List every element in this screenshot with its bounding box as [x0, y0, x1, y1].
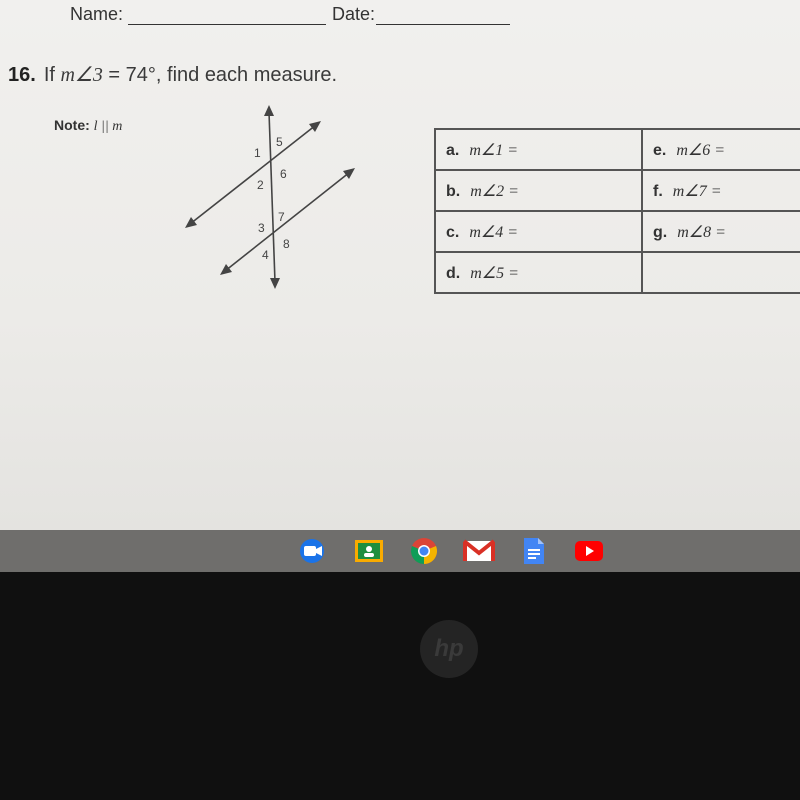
answer-letter: a.	[446, 141, 460, 159]
chrome-icon[interactable]	[406, 537, 442, 565]
angle-label-8: 8	[283, 237, 290, 251]
table-row	[435, 129, 800, 170]
answer-measure: m∠1 =	[469, 141, 519, 159]
note	[54, 117, 122, 135]
name-label: Name:	[70, 4, 124, 24]
answer-letter: f.	[653, 182, 663, 200]
line-l	[190, 125, 316, 224]
arrowhead-l-left	[185, 217, 197, 228]
gmail-icon[interactable]	[461, 537, 497, 565]
problem-text-before: If	[43, 64, 61, 86]
problem-number: 16.	[8, 64, 36, 86]
hp-logo: hp	[420, 620, 478, 678]
arrowhead-transversal-top	[264, 105, 274, 116]
angle-label-2: 2	[257, 178, 264, 192]
arrowhead-transversal-bottom	[270, 278, 280, 289]
meet-icon[interactable]	[296, 537, 332, 565]
answer-measure: m∠6 =	[676, 141, 726, 159]
answer-letter: g.	[653, 223, 668, 241]
arrowhead-m-right	[343, 168, 355, 179]
answer-cell-a[interactable]	[435, 129, 642, 170]
table-row	[435, 170, 800, 211]
taskbar-shelf	[0, 530, 800, 572]
answer-measure: m∠4 =	[469, 223, 519, 241]
answer-cell-empty	[642, 252, 800, 293]
angle-label-6: 6	[280, 167, 287, 181]
table-row	[435, 252, 800, 293]
youtube-icon[interactable]	[571, 537, 607, 565]
parallel-lines-diagram	[180, 100, 380, 300]
arrowhead-m-left	[220, 264, 232, 275]
note-label: Note:	[54, 117, 90, 133]
arrowhead-l-right	[309, 121, 321, 132]
problem-angle: m∠3	[60, 64, 103, 86]
answer-letter: c.	[446, 223, 460, 241]
answer-cell-g[interactable]	[642, 211, 800, 252]
angle-label-1: 1	[254, 146, 261, 160]
angle-label-4: 4	[262, 248, 269, 262]
date-label: Date:	[332, 4, 376, 24]
table-row	[435, 211, 800, 252]
problem-statement	[8, 62, 337, 87]
name-blank-line	[128, 24, 326, 25]
angle-label-7: 7	[278, 210, 285, 224]
answer-table	[434, 128, 800, 294]
answer-letter: b.	[446, 182, 461, 200]
answer-measure: m∠2 =	[470, 182, 519, 200]
answer-measure: m∠8 =	[677, 223, 726, 241]
answer-cell-d[interactable]	[435, 252, 642, 293]
answer-cell-f[interactable]	[642, 170, 800, 211]
line-m	[225, 172, 350, 271]
note-text: l || m	[93, 119, 123, 134]
shelf-apps	[296, 537, 607, 565]
transversal-line	[269, 112, 275, 282]
answer-cell-b[interactable]	[435, 170, 642, 211]
answer-letter: e.	[653, 141, 667, 159]
angle-label-5: 5	[276, 135, 283, 149]
answer-letter: d.	[446, 264, 461, 282]
answer-measure: m∠5 =	[470, 264, 519, 282]
date-blank-line	[376, 24, 510, 25]
laptop-bezel	[0, 572, 800, 800]
classroom-icon[interactable]	[351, 537, 387, 565]
answer-measure: m∠7 =	[672, 182, 722, 200]
answer-cell-e[interactable]	[642, 129, 800, 170]
angle-label-3: 3	[258, 221, 265, 235]
answer-cell-c[interactable]	[435, 211, 642, 252]
docs-icon[interactable]	[516, 537, 552, 565]
problem-text-after: = 74°, find each measure.	[102, 64, 338, 86]
